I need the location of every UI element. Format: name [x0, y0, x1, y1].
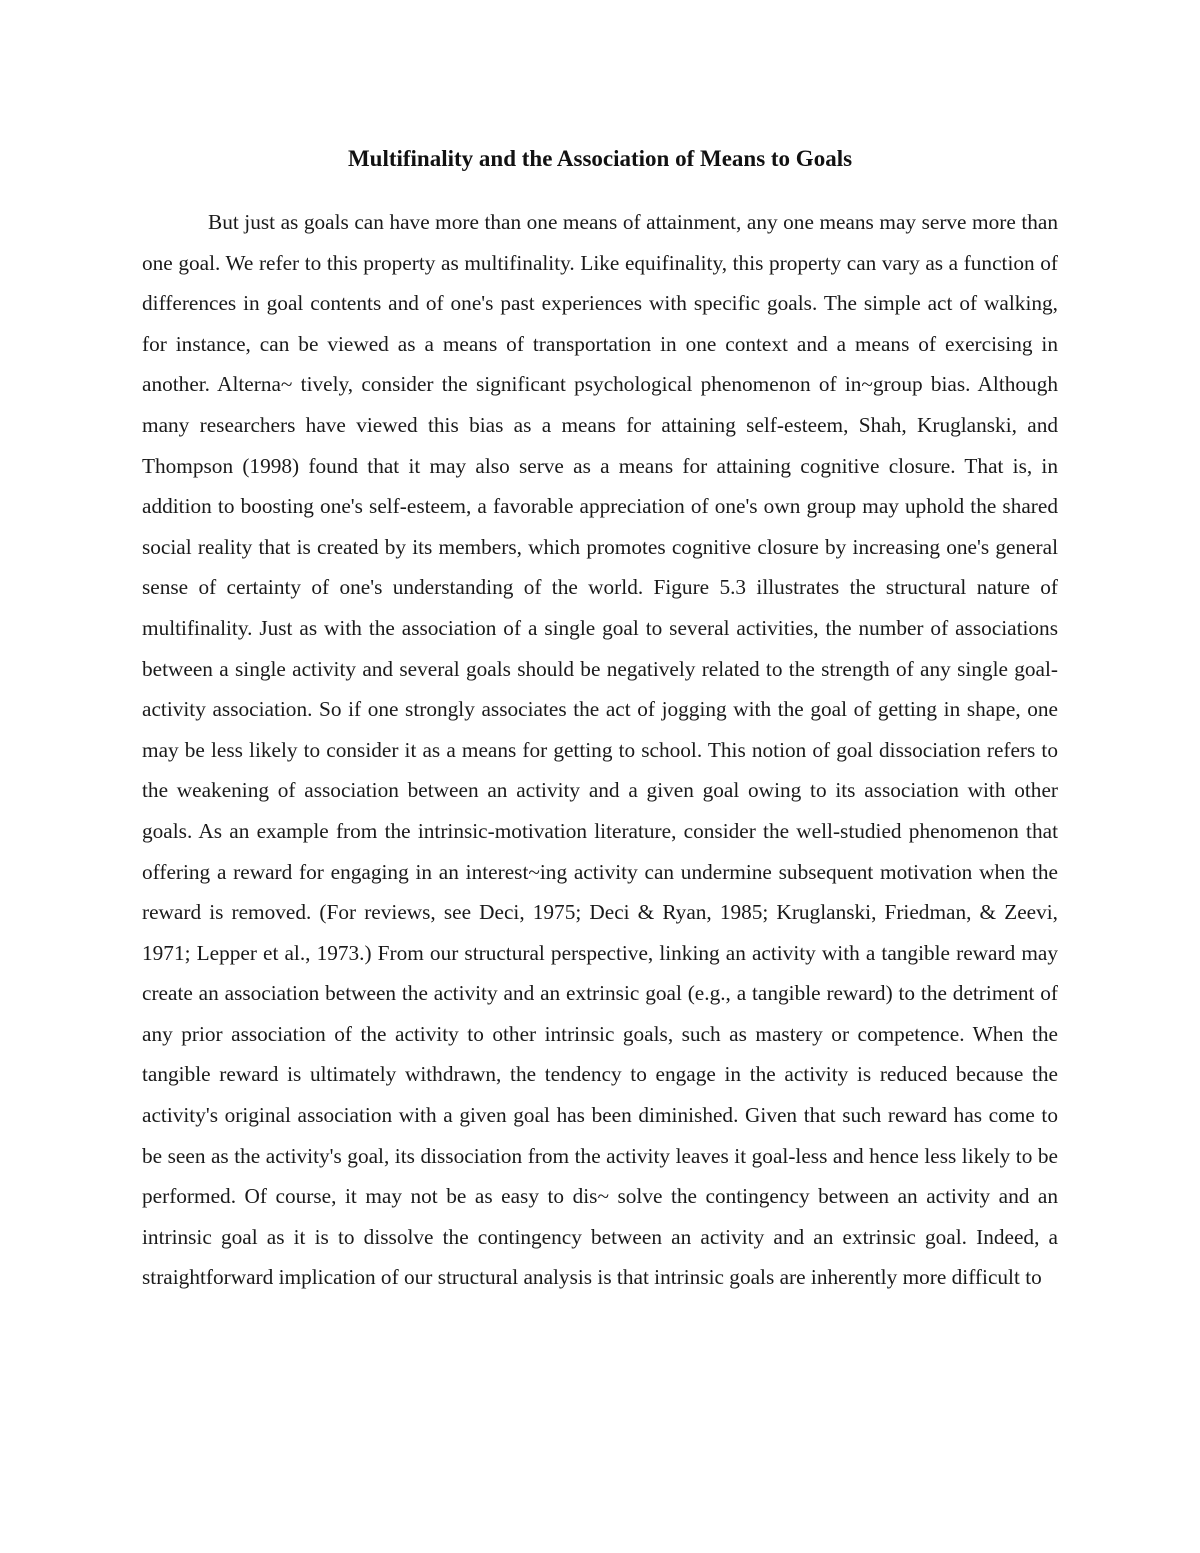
- body-paragraph: But just as goals can have more than one means of attainment, any one means may serve more than one goal. We refer to this property as multifinality. Like equifinality, this property can vary as a function of differences in goal contents and of one's past experiences with specific goals. The simple act of walking, for instance, can be viewed as a means of transportation in one context and a means of exercising in another. Alterna~ tively, consider the significant psychological phenomenon of in~group bias. Although many researchers have viewed this bias as a means for attaining self-esteem, Shah, Kruglanski, and Thompson (1998) found that it may also serve as a means for attaining cognitive closure. That is, in addition to boosting one's self-esteem, a favorable appreciation of one's own group may uphold the shared social reality that is created by its members, which promotes cognitive closure by increasing one's general sense of certainty of one's understanding of the world. Figure 5.3 illustrates the structural nature of multifinality. Just as with the association of a single goal to several activities, the number of associations between a single activity and several goals should be negatively related to the strength of any single goal-activity association. So if one strongly associates the act of jogging with the goal of getting in shape, one may be less likely to consider it as a means for getting to school. This notion of goal dissociation refers to the weakening of association between an activity and a given goal owing to its association with other goals. As an example from the intrinsic-motivation literature, consider the well-studied phenomenon that offering a reward for engaging in an interest~ing activity can undermine subsequent motivation when the reward is removed. (For reviews, see Deci, 1975; Deci & Ryan, 1985; Kruglanski, Friedman, & Zeevi, 1971; Lepper et al., 1973.) From our structural perspective, linking an activity with a tangible reward may create an association between the activity and an extrinsic goal (e.g., a tangible reward) to the detriment of any prior association of the activity to other intrinsic goals, such as mastery or competence. When the tangible reward is ultimately withdrawn, the tendency to engage in the activity is reduced because the activity's original association with a given goal has been diminished. Given that such reward has come to be seen as the activity's goal, its dissociation from the activity leaves it goal-less and hence less likely to be performed. Of course, it may not be as easy to dis~ solve the contingency between an activity and an intrinsic goal as it is to dissolve the contingency between an activity and an extrinsic goal. Indeed, a straightforward implication of our structural analysis is that intrinsic goals are inherently more difficult to: [142, 210, 1058, 1290]
- document-title: Multifinality and the Association of Means to Goals: [347, 146, 853, 171]
